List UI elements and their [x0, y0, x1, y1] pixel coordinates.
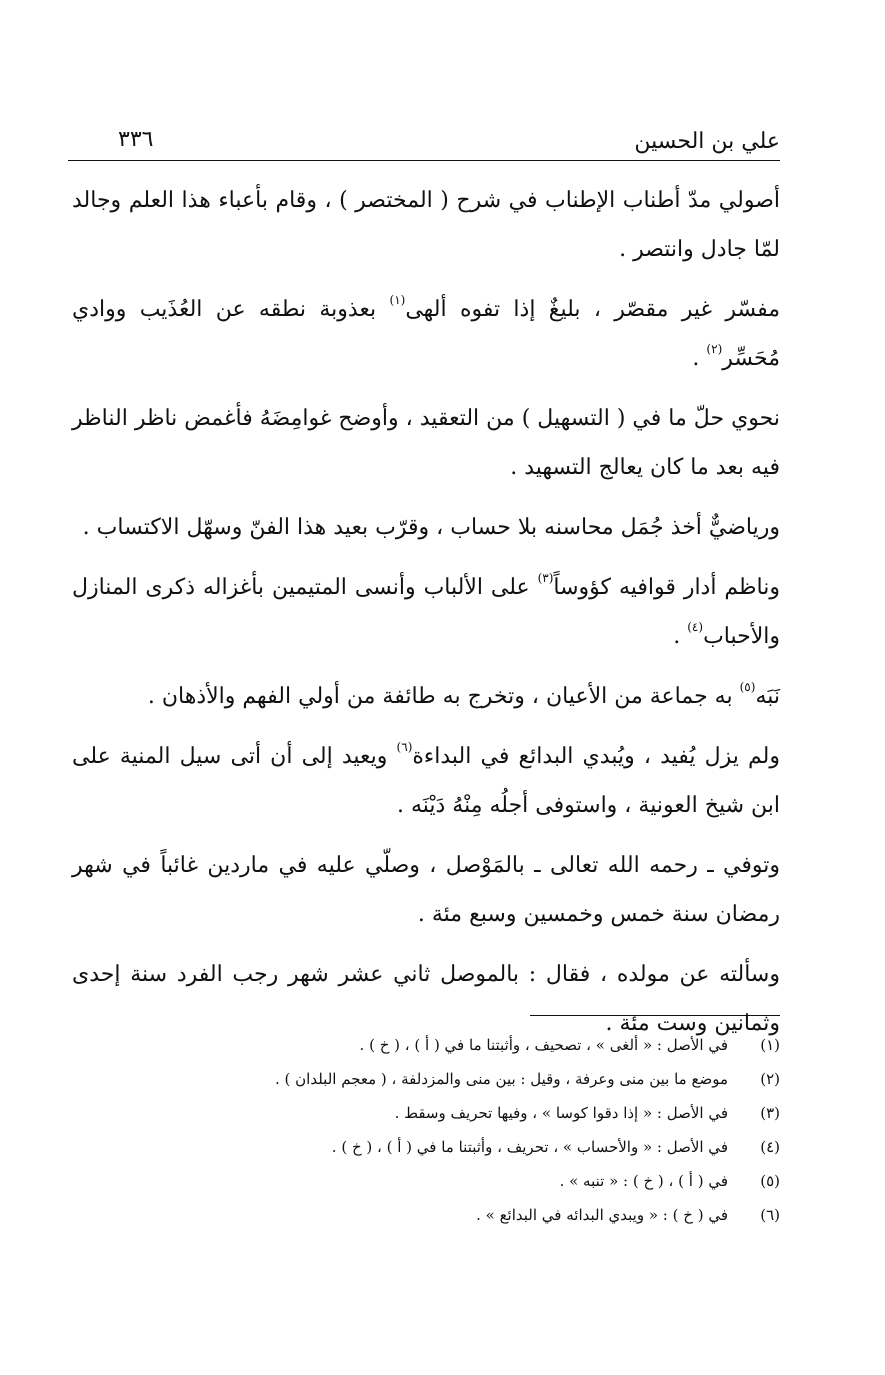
- footnote-marker: (١): [389, 292, 406, 307]
- footnote-marker: (٤): [687, 619, 704, 634]
- paragraph-text: ويعيد إلى أن أتى سيل المنية على ابن شيخ العونية ، واستوفى أجلُه مِنْهُ دَيْنَه .: [72, 744, 780, 818]
- footnote-text: في ( أ ) ، ( خ ) : « تنبه » .: [559, 1172, 728, 1190]
- page-header: [68, 120, 780, 161]
- footnote-item: [72, 1130, 780, 1164]
- footnote-text: في الأصل : « والأحساب » ، تحريف ، وأثبتنا ما في ( أ ) ، ( خ ) .: [331, 1138, 728, 1156]
- footnote-text: في الأصل : « ألغى » ، تصحيف ، وأثبتنا ما في ( أ ) ، ( خ ) .: [359, 1036, 728, 1054]
- footnote-text: في الأصل : « إذا دقوا كوسا » ، وفيها تحريف وسقط .: [394, 1104, 728, 1122]
- paragraph-text: أصولي مدّ أطناب الإطناب في شرح ( المختصر ) ، وقام بأعباء هذا العلم وجالد لمّا جادل وانتصر .: [72, 188, 780, 262]
- footnote-marker: (٣): [537, 570, 554, 585]
- paragraph-text: به جماعة من الأعيان ، وتخرج به طائفة من أولي الفهم والأذهان .: [147, 684, 740, 709]
- paragraph-text: نَبَه: [755, 684, 780, 709]
- paragraph: [72, 176, 780, 274]
- footnote-number: (١): [760, 1036, 780, 1054]
- footnote-number: (٣): [760, 1104, 780, 1122]
- footnote-item: [72, 1164, 780, 1198]
- footnotes: [72, 1028, 780, 1232]
- footnote-number: (٢): [760, 1070, 780, 1088]
- paragraph: [72, 394, 780, 492]
- paragraph-text: بعذوبة نطقه عن العُذَيب ووادي مُحَسِّر: [72, 297, 780, 371]
- footnote-separator: [530, 1015, 780, 1016]
- page-number: ٣٣٦: [118, 127, 154, 152]
- paragraph-text: مفسّر غير مقصّر ، بليغٌ إذا تفوه ألهى: [405, 297, 780, 322]
- running-title: علي بن الحسين: [634, 129, 780, 154]
- paragraph-text: وسألته عن مولده ، فقال : بالموصل ثاني عشر شهر رجب الفرد سنة إحدى وثمانين وست مئة .: [72, 962, 780, 1036]
- footnote-number: (٤): [760, 1138, 780, 1156]
- footnote-item: [72, 1096, 780, 1130]
- paragraph: [72, 672, 780, 721]
- paragraph-text: وتوفي ـ رحمه الله تعالى ـ بالمَوْصل ، وصلّي عليه في ماردين غائباً في شهر رمضان سنة خمس وخمسين وسبع مئة .: [72, 853, 780, 927]
- paragraph-text: ولم يزل يُفيد ، ويُبدي البدائع في البداءة: [412, 744, 780, 769]
- footnote-item: [72, 1198, 780, 1232]
- paragraph: [72, 563, 780, 661]
- paragraph-text: .: [673, 624, 688, 649]
- paragraph-text: وناظم أدار قوافيه كؤوساً: [553, 575, 780, 600]
- main-text: [72, 176, 780, 1059]
- paragraph: [72, 732, 780, 830]
- paragraph: [72, 503, 780, 552]
- footnote-item: [72, 1028, 780, 1062]
- footnote-number: (٥): [760, 1172, 780, 1190]
- paragraph-text: على الألباب وأنسى المتيمين بأغزاله ذكرى المنازل والأحباب: [72, 575, 780, 649]
- footnote-marker: (٥): [739, 679, 756, 694]
- footnote-text: موضع ما بين منى وعرفة ، وقيل : بين منى والمزدلفة ، ( معجم البلدان ) .: [275, 1070, 728, 1088]
- paragraph-text: ورياضيٌّ أخذ جُمَل محاسنه بلا حساب ، وقرّب بعيد هذا الفنّ وسهّل الاكتساب .: [82, 515, 780, 540]
- footnote-marker: (٦): [396, 739, 413, 754]
- paragraph: [72, 841, 780, 939]
- footnote-number: (٦): [760, 1206, 780, 1224]
- footnote-item: [72, 1062, 780, 1096]
- paragraph: [72, 285, 780, 383]
- paragraph-text: نحوي حلّ ما في ( التسهيل ) من التعقيد ، وأوضح غوامِضَهُ فأغمض ناظر الناظر فيه بعد ما كان يعالج التسهيد .: [72, 406, 780, 480]
- footnote-text: في ( خ ) : « ويبدي البدائه في البدائع » .: [476, 1206, 728, 1224]
- paragraph-text: .: [692, 346, 707, 371]
- footnote-marker: (٢): [706, 341, 723, 356]
